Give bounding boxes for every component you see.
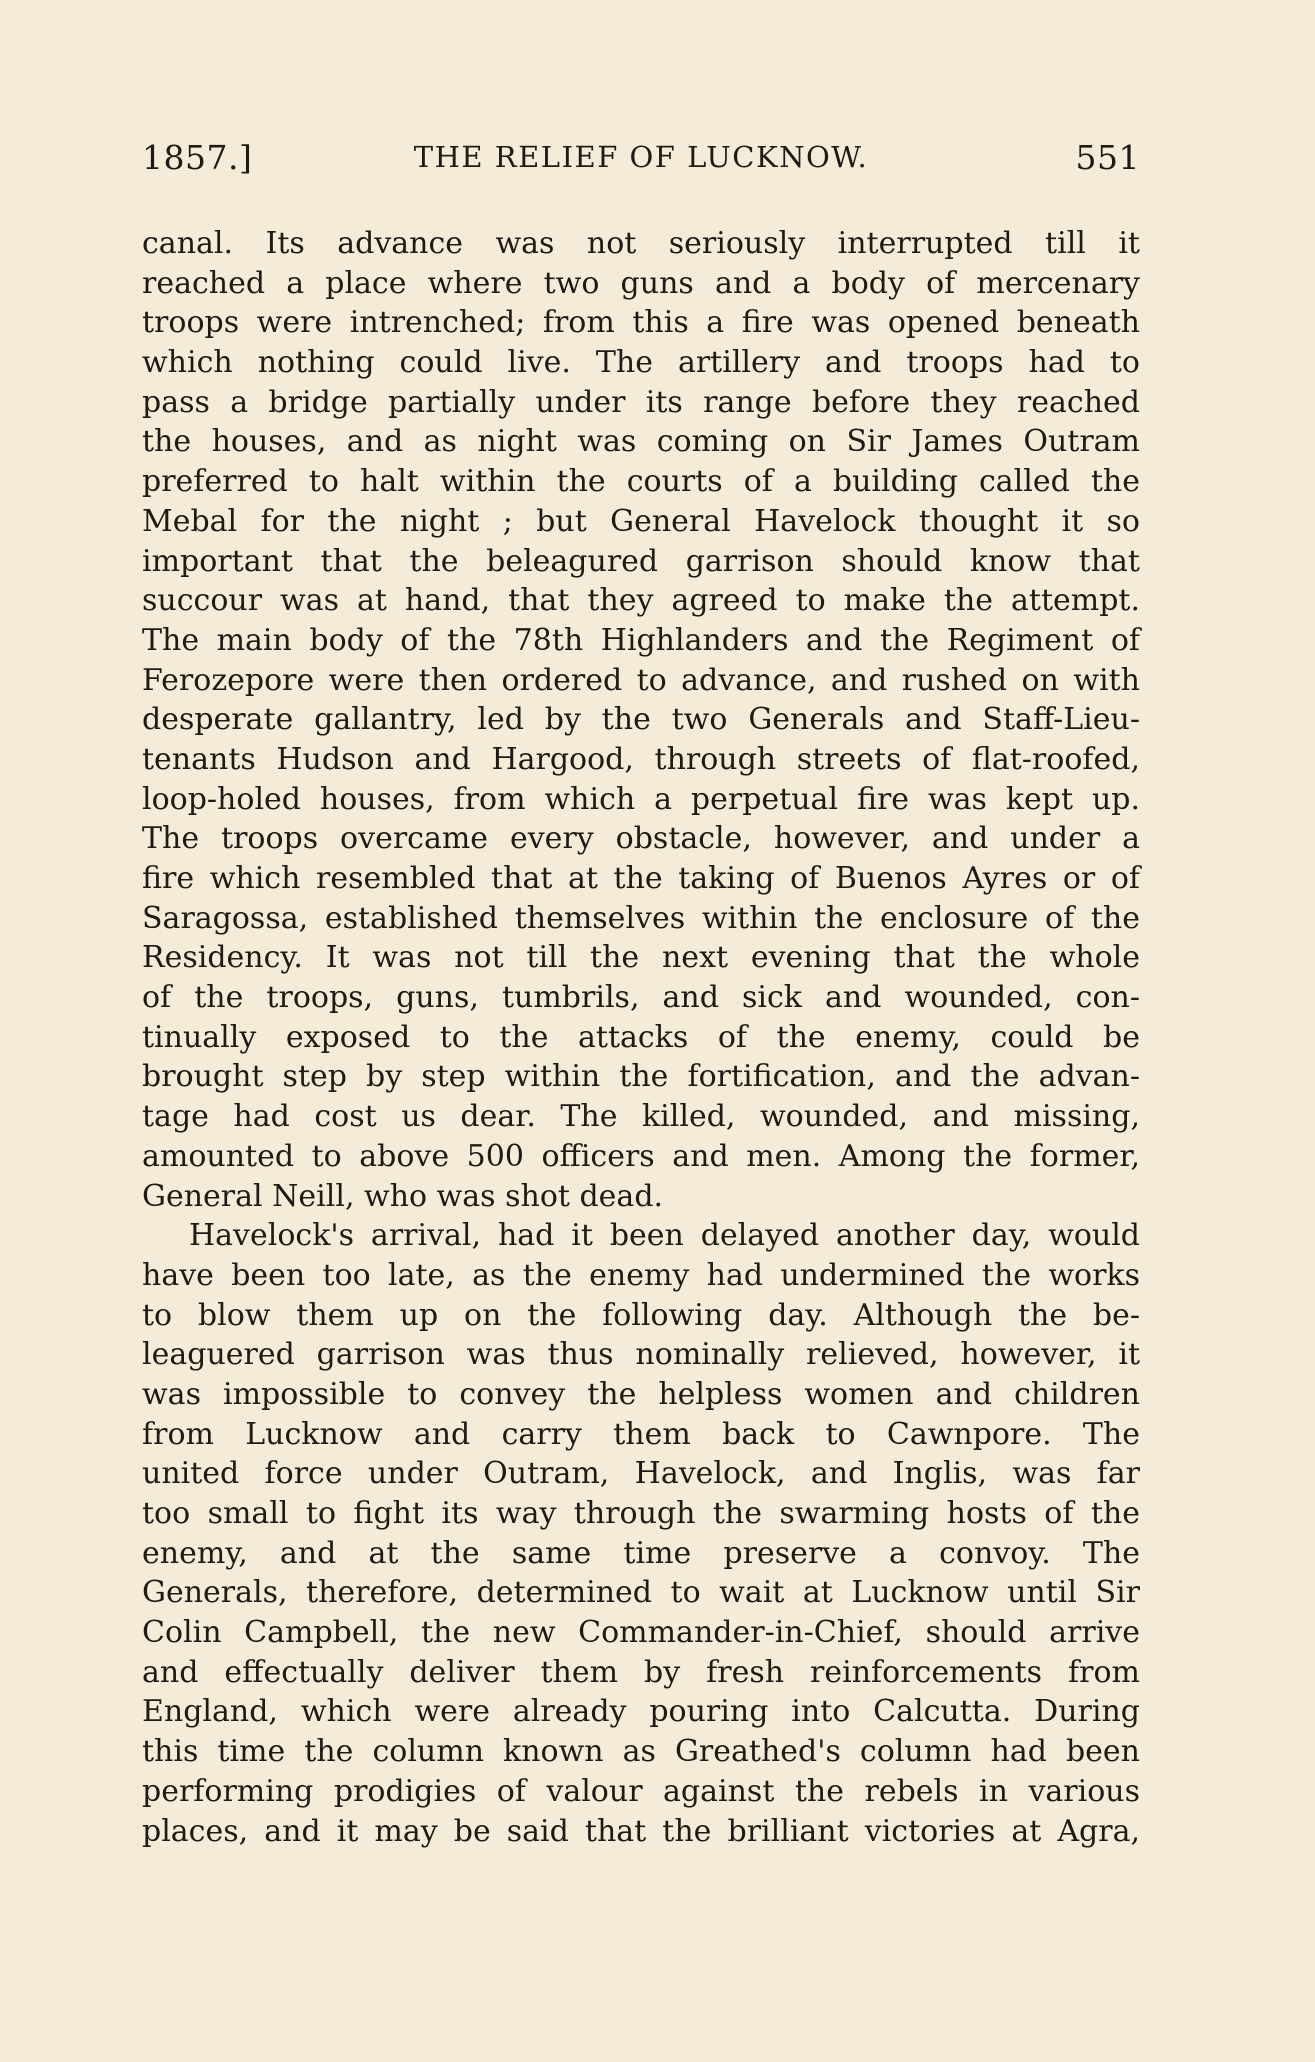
paragraph [142,224,1140,1216]
text-line: preferred to halt within the courts of a building called the [142,464,1140,500]
text-line: leaguered garrison was thus nominally relieved, however, it [142,1337,1140,1373]
text-line: which nothing could live. The artillery and troops had to [142,345,1140,381]
text-line: too small to fight its way through the swarming hosts of the [142,1496,1140,1531]
header-title: THE RELIEF OF LUCKNOW. [413,140,869,174]
text-line: General Neill, who was shot dead. [142,1178,664,1214]
text-line: tage had cost us dear. The killed, wounded, and missing, [142,1099,1140,1135]
text-line: was impossible to convey the helpless women and children [142,1376,1140,1412]
body-text [142,224,1140,1851]
text-line: Ferozepore were then ordered to advance, and rushed on with [142,662,1140,698]
text-line: Generals, therefore, determined to wait at Lucknow until Sir [142,1575,1140,1611]
text-line: Saragossa, established themselves within the enclosure of the [142,900,1140,936]
text-line: canal. Its advance was not seriously interrupted till it [142,226,1140,261]
text-line: united force under Outram, Havelock, and Inglis, was far [142,1456,1140,1492]
text-line: Mebal for the night ; but General Havelock thought it so [142,503,1140,539]
text-line: Residency. It was not till the next evening that the whole [142,940,1140,976]
text-line: The troops overcame every obstacle, however, and under a [142,821,1140,857]
text-line: desperate gallantry, led by the two Generals and Staff-Lieu- [142,702,1140,738]
text-line: The main body of the 78th Highlanders and the Regiment of [142,622,1140,658]
text-line: places, and it may be said that the brilliant victories at Agra, [142,1813,1140,1849]
text-line: tenants Hudson and Hargood, through streets of flat-roofed, [142,741,1140,777]
text-line: important that the beleagured garrison should know that [142,543,1140,579]
paragraph [142,1216,1140,1851]
text-line: of the troops, guns, tumbrils, and sick and wounded, con- [142,980,1140,1016]
text-line: and effectually deliver them by fresh reinforcements from [142,1654,1140,1690]
text-line: tinually exposed to the attacks of the enemy, could be [142,1019,1140,1055]
text-line: Colin Campbell, the new Commander-in-Chief, should arrive [142,1615,1140,1651]
text-line: the houses, and as night was coming on Sir James Outram [142,424,1140,460]
page-number: 551 [1075,138,1140,177]
text-line: loop-holed houses, from which a perpetual fire was kept up. [142,781,1140,817]
header-year: 1857.] [142,138,253,177]
text-line: Havelock's arrival, had it been delayed another day, would [189,1218,1140,1254]
text-line: amounted to above 500 officers and men. Among the former, [142,1138,1140,1174]
text-line: this time the column known as Greathed's column had been [142,1734,1140,1770]
text-line: succour was at hand, that they agreed to make the attempt. [142,583,1140,619]
text-line: have been too late, as the enemy had undermined the works [142,1257,1140,1293]
text-line: enemy, and at the same time preserve a convoy. The [142,1535,1140,1571]
running-header [142,138,1140,184]
text-line: fire which resembled that at the taking of Buenos Ayres or of [142,861,1140,896]
text-line: troops were intrenched; from this a fire was opened beneath [142,305,1140,341]
text-line: England, which were already pouring into Calcutta. During [142,1694,1140,1730]
text-line: brought step by step within the fortification, and the advan- [142,1059,1140,1095]
text-line: to blow them up on the following day. Although the be- [142,1297,1140,1333]
text-line: reached a place where two guns and a body of mercenary [142,265,1140,301]
text-line: performing prodigies of valour against the rebels in various [142,1773,1140,1809]
text-line: pass a bridge partially under its range before they reached [142,384,1140,420]
text-line: from Lucknow and carry them back to Cawnpore. The [142,1416,1140,1452]
